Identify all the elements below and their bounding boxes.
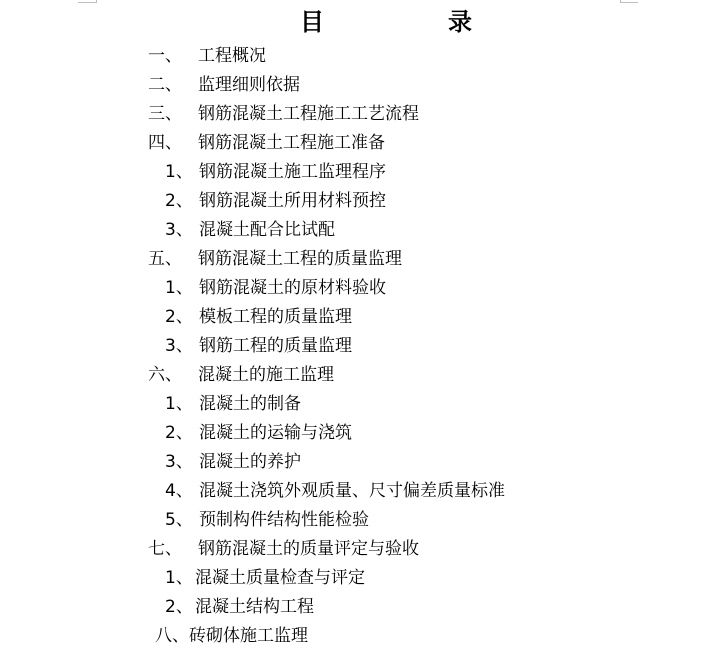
toc-item[interactable]: [165, 419, 352, 448]
toc-item-text: 混凝土的运输与浇筑: [199, 423, 352, 443]
toc-item-text: 钢筋混凝土的质量评定与验收: [198, 539, 419, 559]
toc-item[interactable]: [148, 245, 402, 274]
toc-item-text: 混凝土质量检查与评定: [195, 568, 365, 588]
toc-item-number: 2、: [165, 307, 193, 327]
toc-item-text: 混凝土配合比试配: [199, 220, 335, 240]
toc-item[interactable]: [148, 100, 419, 129]
toc-item-number: 2、: [165, 191, 193, 211]
toc-item-text: 监理细则依据: [198, 75, 300, 95]
toc-item-text: 混凝土的养护: [199, 452, 301, 472]
toc-item-number: 3、: [165, 452, 193, 472]
toc-item[interactable]: [165, 187, 386, 216]
toc-item[interactable]: [148, 42, 266, 71]
toc-item-text: 模板工程的质量监理: [199, 307, 352, 327]
toc-title: 目 录: [300, 7, 522, 36]
toc-item[interactable]: [165, 332, 352, 361]
toc-item-text: 钢筋混凝土工程施工准备: [198, 133, 385, 153]
toc-item-number: 五、: [148, 249, 182, 269]
toc-item-text: 混凝土浇筑外观质量、尺寸偏差质量标准: [199, 481, 505, 501]
toc-item-number: 三、: [148, 104, 182, 124]
toc-item-number: 1、: [165, 394, 193, 414]
toc-item[interactable]: [165, 390, 301, 419]
toc-item-text: 钢筋混凝土的原材料验收: [199, 278, 386, 298]
toc-item[interactable]: [165, 158, 386, 187]
toc-item-text: 钢筋混凝土施工监理程序: [199, 162, 386, 182]
toc-item-number: 一、: [148, 46, 182, 66]
toc-item[interactable]: [165, 477, 505, 506]
toc-item[interactable]: [165, 216, 335, 245]
toc-item-text: 钢筋混凝土所用材料预控: [199, 191, 386, 211]
toc-item-number: 四、: [148, 133, 182, 153]
toc-item[interactable]: [165, 593, 314, 622]
toc-item-number: 1、: [165, 162, 193, 182]
toc-item[interactable]: [165, 564, 365, 593]
toc-item-number: 六、: [148, 365, 182, 385]
toc-item-text: 工程概况: [198, 46, 266, 66]
toc-item[interactable]: [148, 535, 419, 564]
toc-item-number: 3、: [165, 220, 193, 240]
toc-item-text: 混凝土的制备: [199, 394, 301, 414]
toc-item[interactable]: [165, 506, 369, 535]
crop-mark: [96, 0, 97, 3]
toc-item-text: 混凝土的施工监理: [198, 365, 334, 385]
toc-item-number: 4、: [165, 481, 193, 501]
crop-mark: [620, 2, 638, 3]
toc-item[interactable]: [148, 361, 334, 390]
toc-item-number: 2、: [165, 423, 193, 443]
toc-item[interactable]: [165, 274, 386, 303]
toc-item-number: 5、: [165, 510, 193, 530]
toc-item-text: 砖砌体施工监理: [189, 626, 308, 646]
toc-item-text: 预制构件结构性能检验: [199, 510, 369, 530]
toc-item-number: 2、: [165, 597, 193, 617]
toc-item-number: 1、: [165, 568, 193, 588]
toc-item-number: 3、: [165, 336, 193, 356]
toc-item[interactable]: [165, 303, 352, 332]
toc-item-number: 二、: [148, 75, 182, 95]
toc-item-text: 钢筋混凝土工程的质量监理: [198, 249, 402, 269]
toc-item-text: 钢筋工程的质量监理: [199, 336, 352, 356]
toc-item-number: 八、: [155, 626, 189, 646]
toc-item-number: 七、: [148, 539, 182, 559]
toc-item[interactable]: [148, 71, 300, 100]
toc-item[interactable]: [148, 129, 385, 158]
toc-item-number: 1、: [165, 278, 193, 298]
toc-item-text: 钢筋混凝土工程施工工艺流程: [198, 104, 419, 124]
toc-item[interactable]: [165, 448, 301, 477]
crop-mark: [620, 0, 621, 3]
toc-item-text: 混凝土结构工程: [195, 597, 314, 617]
crop-mark: [78, 2, 96, 3]
